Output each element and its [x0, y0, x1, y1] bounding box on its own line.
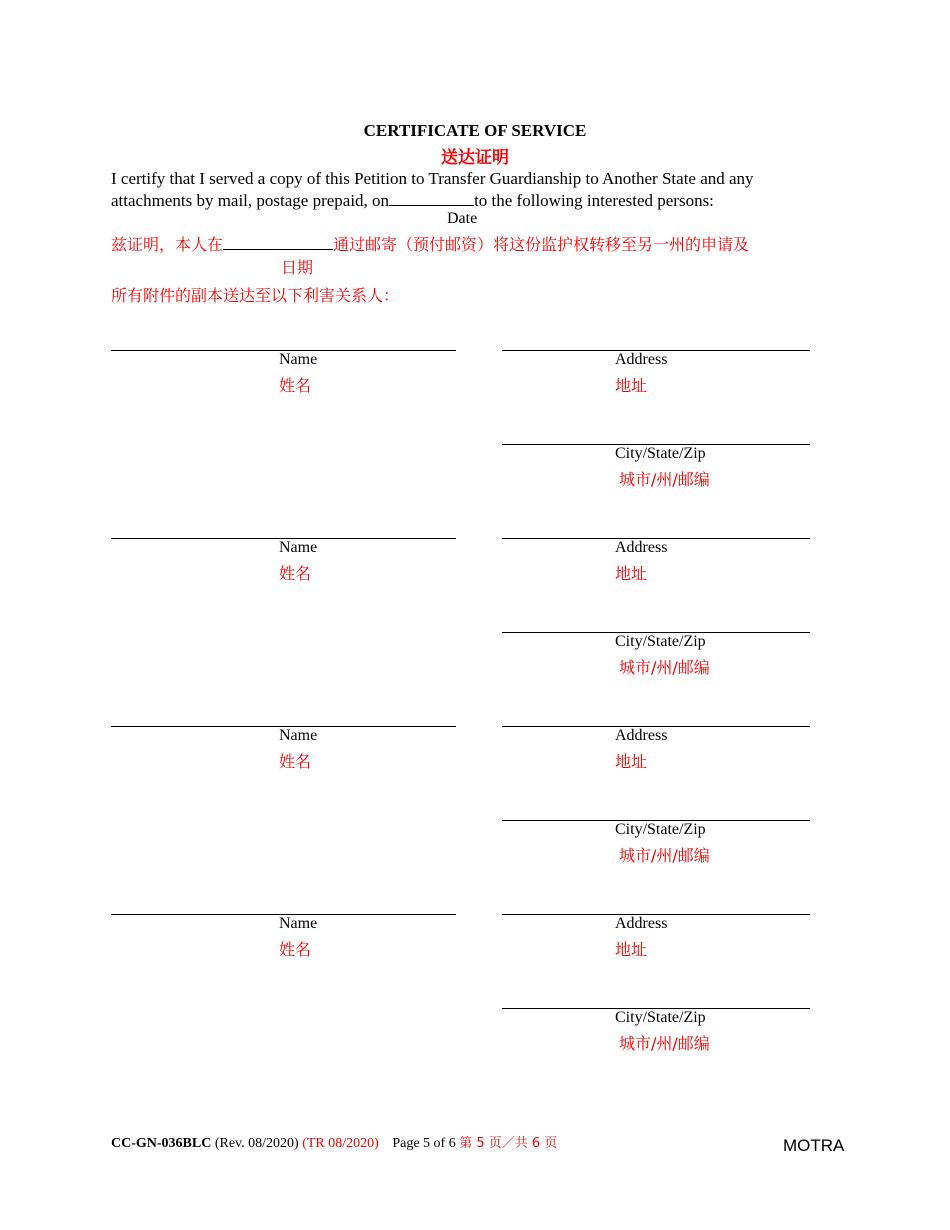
- date-field-zh[interactable]: [223, 235, 333, 250]
- name-label-zh-2: 姓名: [279, 564, 312, 583]
- name-label-zh-3: 姓名: [279, 752, 312, 771]
- name-label-zh-1: 姓名: [279, 376, 312, 395]
- translation-revision: (TR 08/2020): [302, 1136, 379, 1151]
- city-label-zh-3: 城市/州/邮编: [619, 846, 710, 865]
- certification-zh-end: 通过邮寄（预付邮资）将这份监护权转移至另一州的申请及: [333, 235, 750, 254]
- address-label-zh-3: 地址: [615, 752, 648, 771]
- motra-label: MOTRA: [783, 1136, 845, 1155]
- address-label-zh-2: 地址: [615, 564, 648, 583]
- city-label-4: City/State/Zip: [615, 1009, 706, 1026]
- city-label-3: City/State/Zip: [615, 821, 706, 838]
- page-number-zh: 第 5 页／共 6 页: [459, 1136, 558, 1151]
- name-label-4: Name: [279, 915, 318, 932]
- page-title: CERTIFICATE OF SERVICE: [363, 121, 587, 140]
- certification-zh-line-2: 所有附件的副本送达至以下利害关系人：: [111, 286, 400, 305]
- certification-line-2-end: to the following interested persons:: [474, 191, 714, 210]
- revision: (Rev. 08/2020): [214, 1136, 299, 1151]
- address-label-zh-1: 地址: [615, 376, 648, 395]
- page-title-zh: 送达证明: [441, 148, 509, 168]
- city-label-2: City/State/Zip: [615, 633, 706, 650]
- date-label: Date: [447, 210, 478, 227]
- certification-zh-line-1: [111, 232, 749, 255]
- name-label-1: Name: [279, 351, 318, 368]
- city-label-1: City/State/Zip: [615, 445, 706, 462]
- footer: [111, 1132, 557, 1152]
- address-label-zh-4: 地址: [615, 940, 648, 959]
- name-label-zh-4: 姓名: [279, 940, 312, 959]
- date-label-zh: 日期: [281, 258, 314, 277]
- city-label-zh-1: 城市/州/邮编: [619, 470, 710, 489]
- address-label-3: Address: [615, 727, 668, 744]
- page-number: Page 5 of 6: [392, 1136, 456, 1151]
- city-label-zh-4: 城市/州/邮编: [619, 1034, 710, 1053]
- certification-line-2-start: attachments by mail, postage prepaid, on: [111, 191, 390, 210]
- address-label-4: Address: [615, 915, 668, 932]
- date-field[interactable]: [389, 191, 474, 206]
- form-id: CC-GN-036BLC: [111, 1136, 212, 1151]
- name-label-2: Name: [279, 539, 318, 556]
- name-label-3: Name: [279, 727, 318, 744]
- address-label-2: Address: [615, 539, 668, 556]
- address-label-1: Address: [615, 351, 668, 368]
- certification-zh-start: 兹证明，本人在: [111, 235, 224, 254]
- certification-line-1: I certify that I served a copy of this Petition to Transfer Guardianship to Another State and any: [111, 169, 754, 188]
- city-label-zh-2: 城市/州/邮编: [619, 658, 710, 677]
- certification-line-2: [111, 191, 714, 211]
